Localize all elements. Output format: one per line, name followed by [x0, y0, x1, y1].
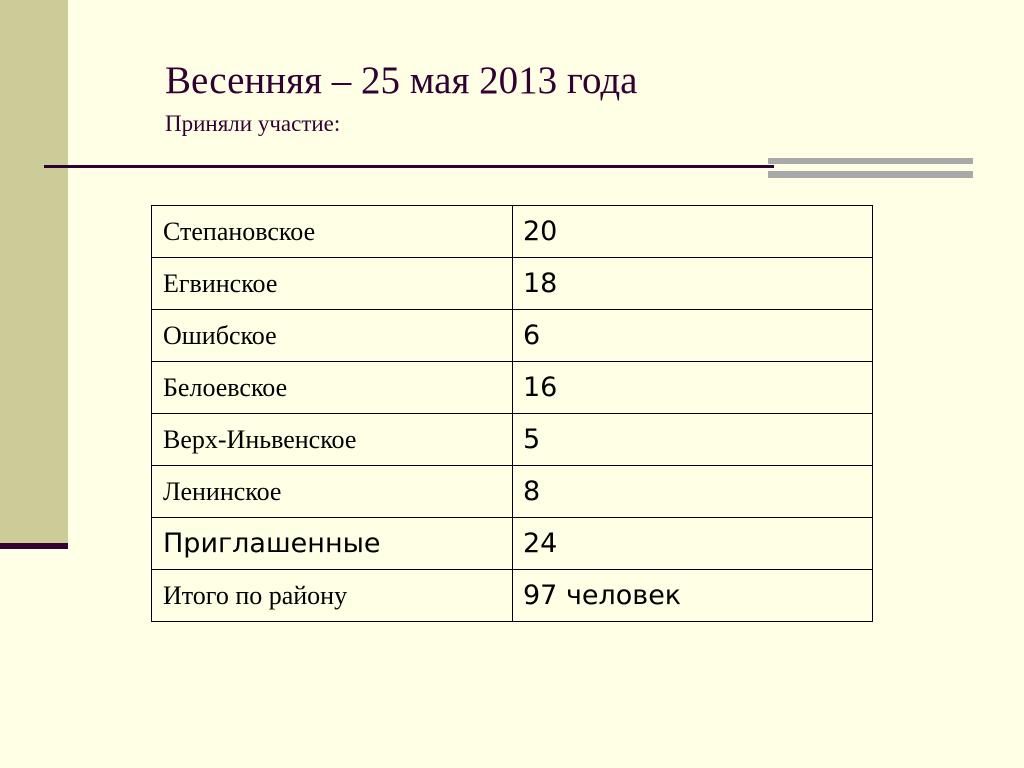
table-row: [152, 258, 873, 310]
decor-stripe-bottom: [768, 171, 973, 178]
participation-table: [151, 205, 873, 622]
settlement-name: Степановское: [152, 206, 513, 258]
decor-stripe-top: [768, 158, 973, 164]
table-row: [152, 310, 873, 362]
participant-count: 18: [513, 258, 873, 310]
settlement-name: Белоевское: [152, 362, 513, 414]
participant-count: 5: [513, 414, 873, 466]
table-row: [152, 518, 873, 570]
title-divider: [44, 165, 774, 168]
settlement-name: Верх-Иньвенское: [152, 414, 513, 466]
slide-title: Весенняя – 25 мая 2013 года: [165, 59, 638, 102]
settlement-name: Ленинское: [152, 466, 513, 518]
table-row: [152, 206, 873, 258]
participant-count: 16: [513, 362, 873, 414]
participant-count: 24: [513, 518, 873, 570]
slide-subtitle: Приняли участие:: [165, 111, 341, 136]
table-row-total: [152, 570, 873, 622]
table-row: [152, 414, 873, 466]
side-decoration-bar: [0, 0, 68, 543]
table-row: [152, 362, 873, 414]
table-row: [152, 466, 873, 518]
settlement-name: Егвинское: [152, 258, 513, 310]
settlement-name: Ошибское: [152, 310, 513, 362]
participant-count: 6: [513, 310, 873, 362]
total-label: Итого по району: [152, 570, 513, 622]
participant-count: 8: [513, 466, 873, 518]
invited-label: Приглашенные: [152, 518, 513, 570]
total-count: 97 человек: [513, 570, 873, 622]
side-accent-line: [0, 543, 68, 549]
participant-count: 20: [513, 206, 873, 258]
